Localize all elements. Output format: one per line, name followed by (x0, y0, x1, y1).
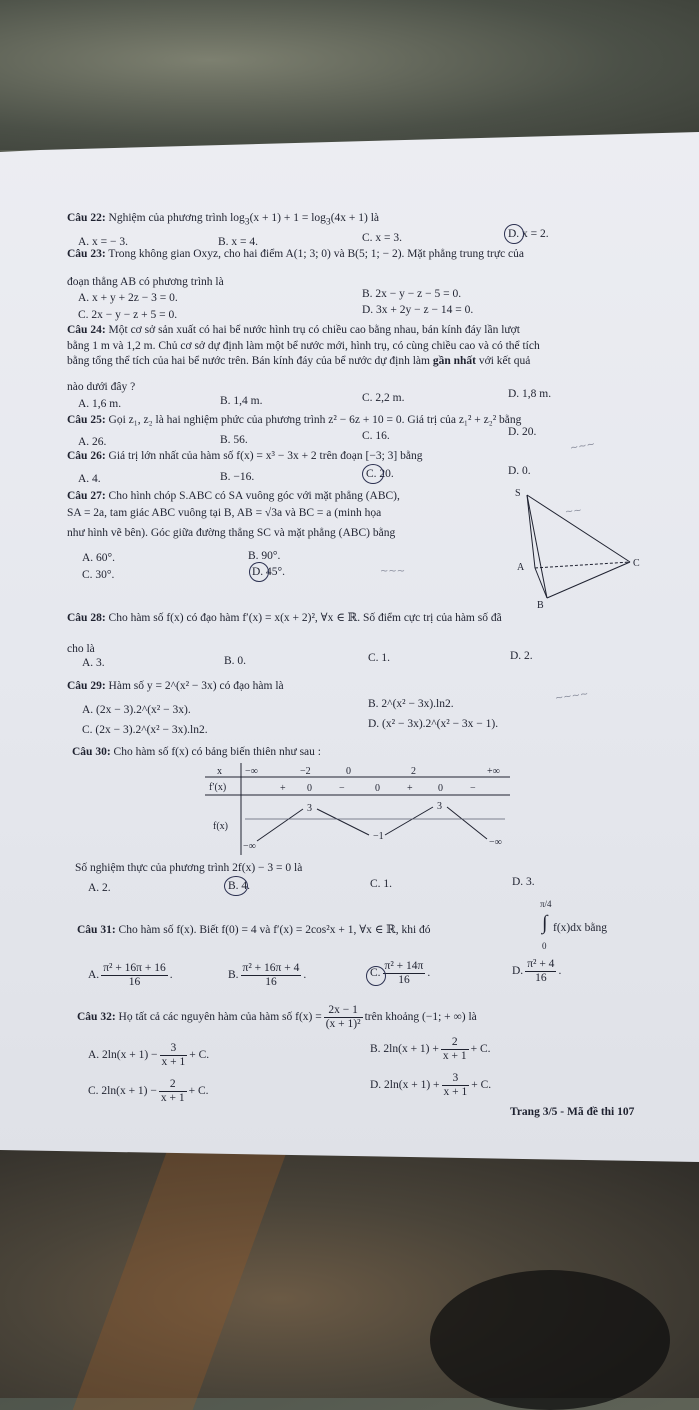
q32-option-d: D. 2ln(x + 1) + $\frac{3}{x + 1}$ + C. (370, 1072, 492, 1098)
q30-option-a: A. 2. (88, 882, 111, 894)
q31-option-b: B. $\frac{\text{π² + 16π + 4}}{16}$ . (228, 962, 307, 988)
q31-upper-bound: π/4 (540, 899, 552, 909)
table-x-value: 0 (346, 766, 351, 777)
integral-sign: ∫ (542, 912, 548, 934)
table-fp-value: + (407, 783, 413, 794)
q26-option-a: A. 4. (78, 473, 101, 485)
q26-option-d: D. 0. (508, 465, 531, 477)
q25-option-a: A. 26. (78, 436, 107, 448)
q31-answer-mark (366, 966, 386, 986)
q24-option-a: A. 1,6 m. (78, 398, 122, 410)
q23-option-d: D. 3x + 2y − z − 14 = 0. (362, 304, 474, 316)
handwriting-scribble: ~~ (564, 505, 583, 518)
q27-option-a: A. 60°. (82, 552, 116, 564)
q24-option-c: C. 2,2 m. (362, 392, 405, 404)
variation-arrow (385, 807, 433, 835)
table-fp-value: − (470, 783, 476, 794)
edge-ab (535, 568, 547, 598)
table-x-value: 2 (411, 766, 416, 777)
q30-option-c: C. 1. (370, 878, 393, 890)
table-x-value: −∞ (245, 766, 258, 777)
page-footer: Trang 3/5 - Mã đề thi 107 (510, 1106, 635, 1118)
q32-stem: Câu 32: Họ tất cả các nguyên hàm của hàm số f(x) = $\frac{2x - 1}{\text{(x + 1)²}}$ trên khoảng (−1; + ∞) là (77, 1004, 477, 1030)
q25-stem: Câu 25: Gọi z₁, z₂ là hai nghiệm phức của phương trình z² − 6z + 10 = 0. Giá trị của z₁² + z₂² bằng (67, 414, 522, 426)
table-fp-value: 0 (438, 783, 443, 794)
q31-option-d: D. $\frac{\text{π² + 4}}{16}$ . (512, 958, 562, 984)
q28-option-a: A. 3. (82, 657, 105, 669)
q25-option-c: C. 16. (362, 430, 390, 442)
q25-option-b: B. 56. (220, 434, 248, 446)
q26-option-c: C. 20. (366, 468, 394, 480)
q32-option-b: B. 2ln(x + 1) + $\frac{2}{x + 1}$ + C. (370, 1036, 491, 1062)
q24-stem-4: nào dưới đây ? (67, 381, 136, 393)
q29-stem: Câu 29: Hàm số y = 2^(x² − 3x) có đạo hàm là (67, 680, 284, 692)
q27-answer-mark (249, 562, 269, 582)
variation-arrow (257, 809, 303, 841)
q22-option-b: B. x = 4. (218, 236, 259, 248)
q30-answer-mark (224, 876, 251, 896)
q32-option-c: C. 2ln(x + 1) − $\frac{2}{x + 1}$ + C. (88, 1078, 209, 1104)
table-fp-value: + (280, 783, 286, 794)
q27-option-b: B. 90°. (248, 550, 281, 562)
table-x-value: +∞ (487, 766, 500, 777)
q24-stem: Câu 24: Một cơ sở sản xuất có hai bể nước hình trụ có chiều cao bằng nhau, bán kính đáy lần lượt (67, 324, 520, 336)
q30-stem-2: Số nghiệm thực của phương trình 2f(x) − 3 = 0 là (75, 862, 303, 874)
table-label-x: x (217, 766, 222, 777)
q30-option-b: B. 4. (228, 880, 251, 892)
q23-option-a: A. x + y + 2z − 3 = 0. (78, 292, 178, 304)
q30-stem: Câu 30: Cho hàm số f(x) có bảng biến thiên như sau : (72, 746, 321, 758)
q28-stem-2: cho là (67, 643, 95, 655)
handwriting-scribble: ~~~ (380, 566, 406, 577)
q31-option-a: A. $\frac{\text{π² + 16π + 16}}{16}$ . (88, 962, 173, 988)
q28-stem: Câu 28: Cho hàm số f(x) có đạo hàm f′(x) = x(x + 2)², ∀x ∈ ℝ. Số điểm cực trị của hàm số đã (67, 612, 502, 624)
edge-sb (527, 495, 547, 598)
q29-option-a: A. (2x − 3).2^(x² − 3x). (82, 704, 191, 716)
q26-option-b: B. −16. (220, 471, 255, 483)
variation-table (205, 763, 510, 855)
q29-option-c: C. (2x − 3).2^(x² − 3x).ln2. (82, 724, 208, 736)
q26-stem: Câu 26: Giá trị lớn nhất của hàm số f(x) = x³ − 3x + 2 trên đoạn [−3; 3] bằng (67, 450, 423, 462)
q29-option-b: B. 2^(x² − 3x).ln2. (368, 698, 454, 710)
table-label-f: f(x) (213, 821, 228, 832)
table-f-value: 3 (307, 803, 312, 814)
q22-option-d: D. x = 2. (508, 228, 549, 240)
handwriting-scribble: ~~~ (569, 438, 596, 455)
q31-stem-tail: f(x)dx bằng (553, 922, 607, 934)
q23-stem: Câu 23: Trong không gian Oxyz, cho hai điểm A(1; 3; 0) và B(5; 1; − 2). Mặt phẳng trung trực của (67, 248, 525, 260)
q29-option-d: D. (x² − 3x).2^(x² − 3x − 1). (368, 718, 499, 730)
q31-lower-bound: 0 (542, 941, 547, 951)
table-f-value: −∞ (489, 837, 502, 848)
q24-option-b: B. 1,4 m. (220, 395, 263, 407)
variation-arrow (447, 807, 487, 839)
pyramid-figure (505, 480, 655, 610)
q22-answer-mark (504, 224, 524, 244)
q27-option-d: D. 45°. (252, 566, 286, 578)
table-f-value: 3 (437, 801, 442, 812)
q24-stem-3: bằng tổng thể tích của hai bể nước trên. Bán kính đáy của bể nước dự định làm gần nhất với kết quả (67, 355, 531, 367)
table-x-value: −2 (300, 766, 311, 777)
q31-option-c: C. $\frac{\text{π² + 14π}}{16}$ . (370, 960, 431, 986)
q23-option-c: C. 2x − y − z + 5 = 0. (78, 309, 178, 321)
q22-option-a: A. x = − 3. (78, 236, 129, 248)
q24-stem-2: bằng 1 m và 1,2 m. Chủ cơ sở dự định làm một bể nước mới, hình trụ, có cùng chiều cao và có thể tích (67, 340, 540, 352)
table-fp-value: 0 (375, 783, 380, 794)
table-fp-value: 0 (307, 783, 312, 794)
table-fp-value: − (339, 783, 345, 794)
q25-option-d: D. 20. (508, 426, 537, 438)
q23-option-b: B. 2x − y − z − 5 = 0. (362, 288, 462, 300)
q27-stem: Câu 27: Cho hình chóp S.ABC có SA vuông góc với mặt phẳng (ABC), (67, 490, 400, 502)
table-f-value: −∞ (243, 841, 256, 852)
q23-stem-2: đoạn thẳng AB có phương trình là (67, 276, 224, 288)
q26-answer-mark (362, 464, 384, 484)
vertex-c: C (633, 558, 640, 569)
q30-option-d: D. 3. (512, 876, 535, 888)
table-f-value: −1 (373, 831, 384, 842)
q27-option-c: C. 30°. (82, 569, 115, 581)
q27-stem-2: SA = 2a, tam giác ABC vuông tại B, AB = √3a và BC = a (minh họa (67, 507, 382, 519)
q22-stem: Câu 22: Nghiệm của phương trình $\log_3(x + 1) + 1 = \log_3(4x + 1)$ là (67, 212, 380, 228)
variation-arrow (317, 809, 369, 835)
table-label-fp: f′(x) (209, 782, 227, 793)
edge-bc (547, 562, 630, 598)
vertex-s: S (515, 488, 521, 499)
q28-option-b: B. 0. (224, 655, 247, 667)
q28-option-d: D. 2. (510, 650, 533, 662)
vertex-b: B (537, 600, 544, 610)
q27-stem-3: như hình vẽ bên). Góc giữa đường thẳng SC và mặt phẳng (ABC) bằng (67, 527, 396, 539)
q32-option-a: A. 2ln(x + 1) − $\frac{3}{x + 1}$ + C. (88, 1042, 210, 1068)
q22-option-c: C. x = 3. (362, 232, 403, 244)
edge-ac (535, 562, 630, 568)
q28-option-c: C. 1. (368, 652, 391, 664)
vertex-a: A (517, 562, 525, 573)
q31-stem: Câu 31: Cho hàm số f(x). Biết f(0) = 4 và f′(x) = 2cos²x + 1, ∀x ∈ ℝ, khi đó (77, 924, 431, 936)
handwriting-scribble: ~~~~ (554, 688, 590, 705)
q24-option-d: D. 1,8 m. (508, 388, 552, 400)
